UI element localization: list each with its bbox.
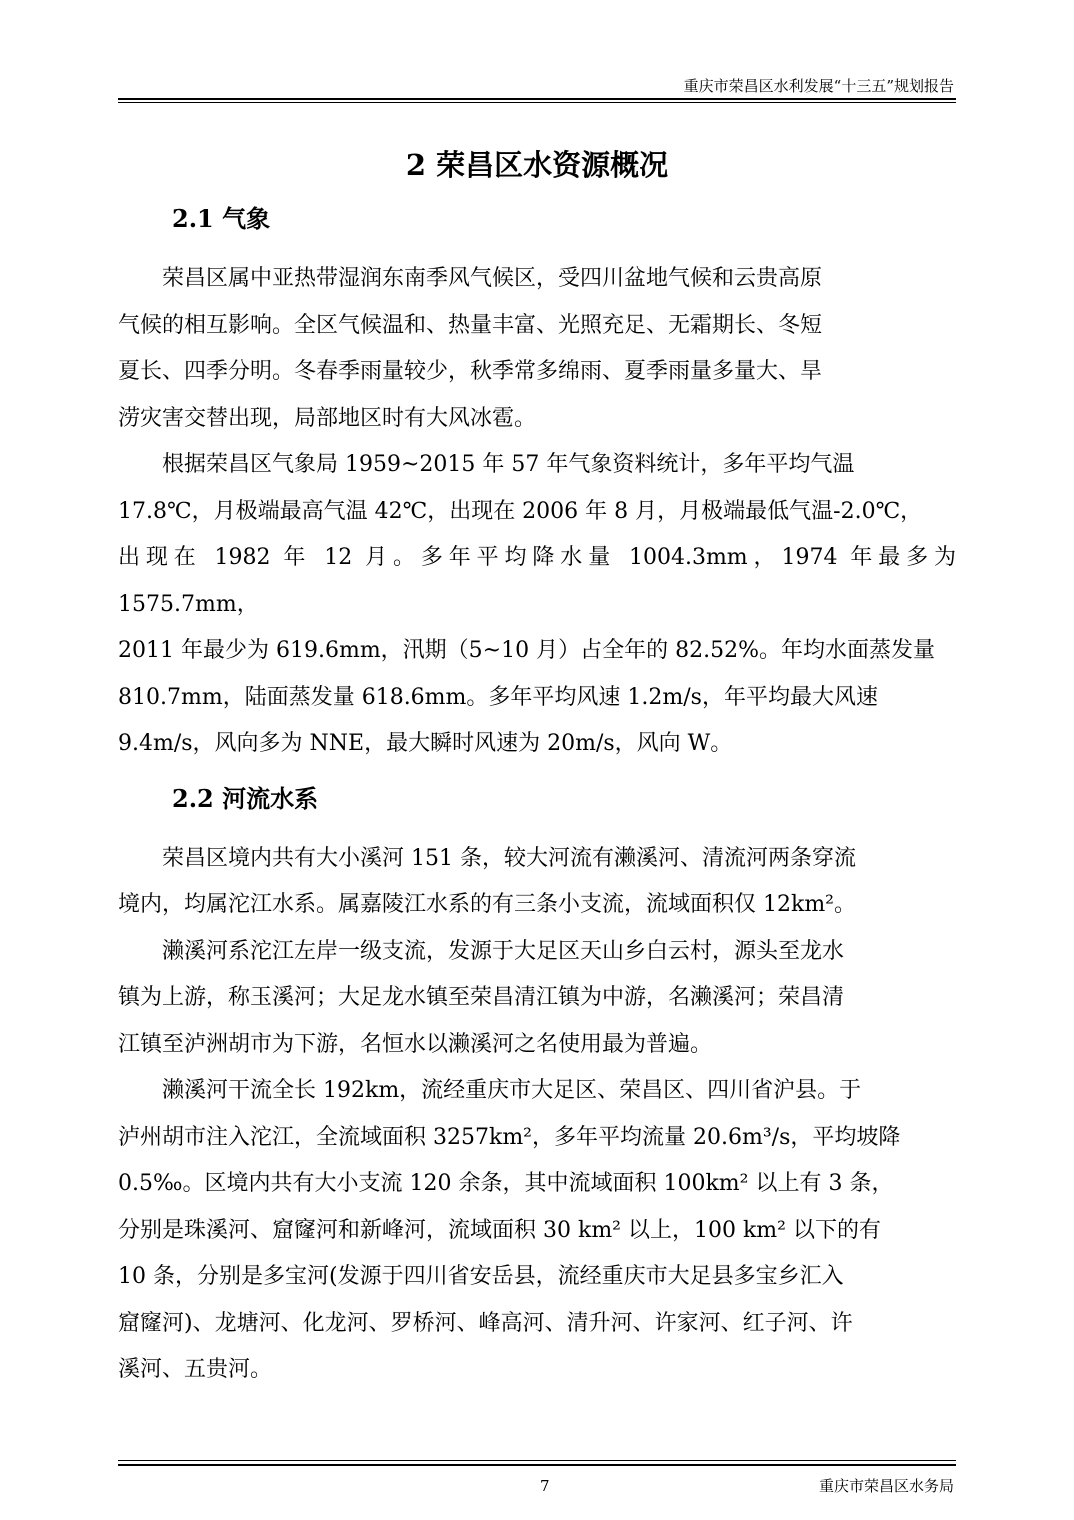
header-rule-thin bbox=[118, 102, 956, 103]
paragraph: 濑溪河干流全长 192km，流经重庆市大足区、荣昌区、四川省沪县。于 泸州胡市注入沱江，全流域面积 3257km²，多年平均流量 20.6m³/s，平均坡降 0.5‰。区境内共有大小支流 120 余条，其中流域面积 100km² 以上有 3 条， 分别是珠溪河、窟窿河和新峰河，流域面积 30 km² 以上，100 km² 以下的有 10 条，分别是多宝河(发源于四川省安岳县，流经重庆市大足县多宝乡汇入 窟窿河)、龙塘河、化龙河、罗桥河、峰高河、清升河、许家河、红子河、许 溪河、五贵河。 bbox=[118, 1078, 901, 1382]
paragraph: 濑溪河系沱江左岸一级支流，发源于大足区天山乡白云村，源头至龙水 镇为上游，称玉溪河；大足龙水镇至荣昌清江镇为中游，名濑溪河；荣昌清 江镇至泸洲胡市为下游，名恒水以濑溪河之名使用最为普遍。 bbox=[118, 938, 845, 1057]
section-title-rivers: 2.2 河流水系 bbox=[172, 783, 319, 813]
running-footer: 重庆市荣昌区水务局 bbox=[818, 1477, 954, 1495]
footer-rule bbox=[118, 1464, 956, 1466]
footer-rule-thin bbox=[118, 1460, 956, 1461]
header-rule bbox=[118, 98, 956, 100]
page-number: 7 bbox=[540, 1477, 550, 1495]
paragraph: 荣昌区属中亚热带湿润东南季风气候区，受四川盆地气候和云贵高原 气候的相互影响。全区气候温和、热量丰富、光照充足、无霜期长、冬短 夏长、四季分明。冬春季雨量较少，秋季常多绵雨、夏季雨量多量大、旱 涝灾害交替出现，局部地区时有大风冰雹。 bbox=[118, 266, 823, 431]
chapter-title: 2 荣昌区水资源概况 bbox=[405, 148, 669, 182]
section-title-climate: 2.1 气象 bbox=[172, 204, 271, 233]
running-header: 重庆市荣昌区水利发展“十三五”规划报告 bbox=[683, 77, 954, 95]
page-body bbox=[118, 140, 956, 1394]
paragraph: 荣昌区境内共有大小溪河 151 条，较大河流有濑溪河、清流河两条穿流 境内，均属沱江水系。属嘉陵江水系的有三条小支流，流域面积仅 12km²。 bbox=[118, 845, 857, 917]
paragraph: 根据荣昌区气象局 1959~2015 年 57 年气象资料统计，多年平均气温 17.8℃，月极端最高气温 42℃，出现在 2006 年 8 月，月极端最低气温-2.0℃， 出现在 1982 年 12 月。多年平均降水量 1004.3mm，1974 年最多为 1575.7mm， 2011 年最少为 619.6mm，汛期（5~10 月）占全年的 82.52%。年均水面蒸发量 810.7mm，陆面蒸发量 618.6mm。多年平均风速 1.2m/s，年平均最大风速 9.4m/s，风向多为 NNE，最大瞬时风速为 20m/s，风向 W。 bbox=[118, 452, 956, 756]
